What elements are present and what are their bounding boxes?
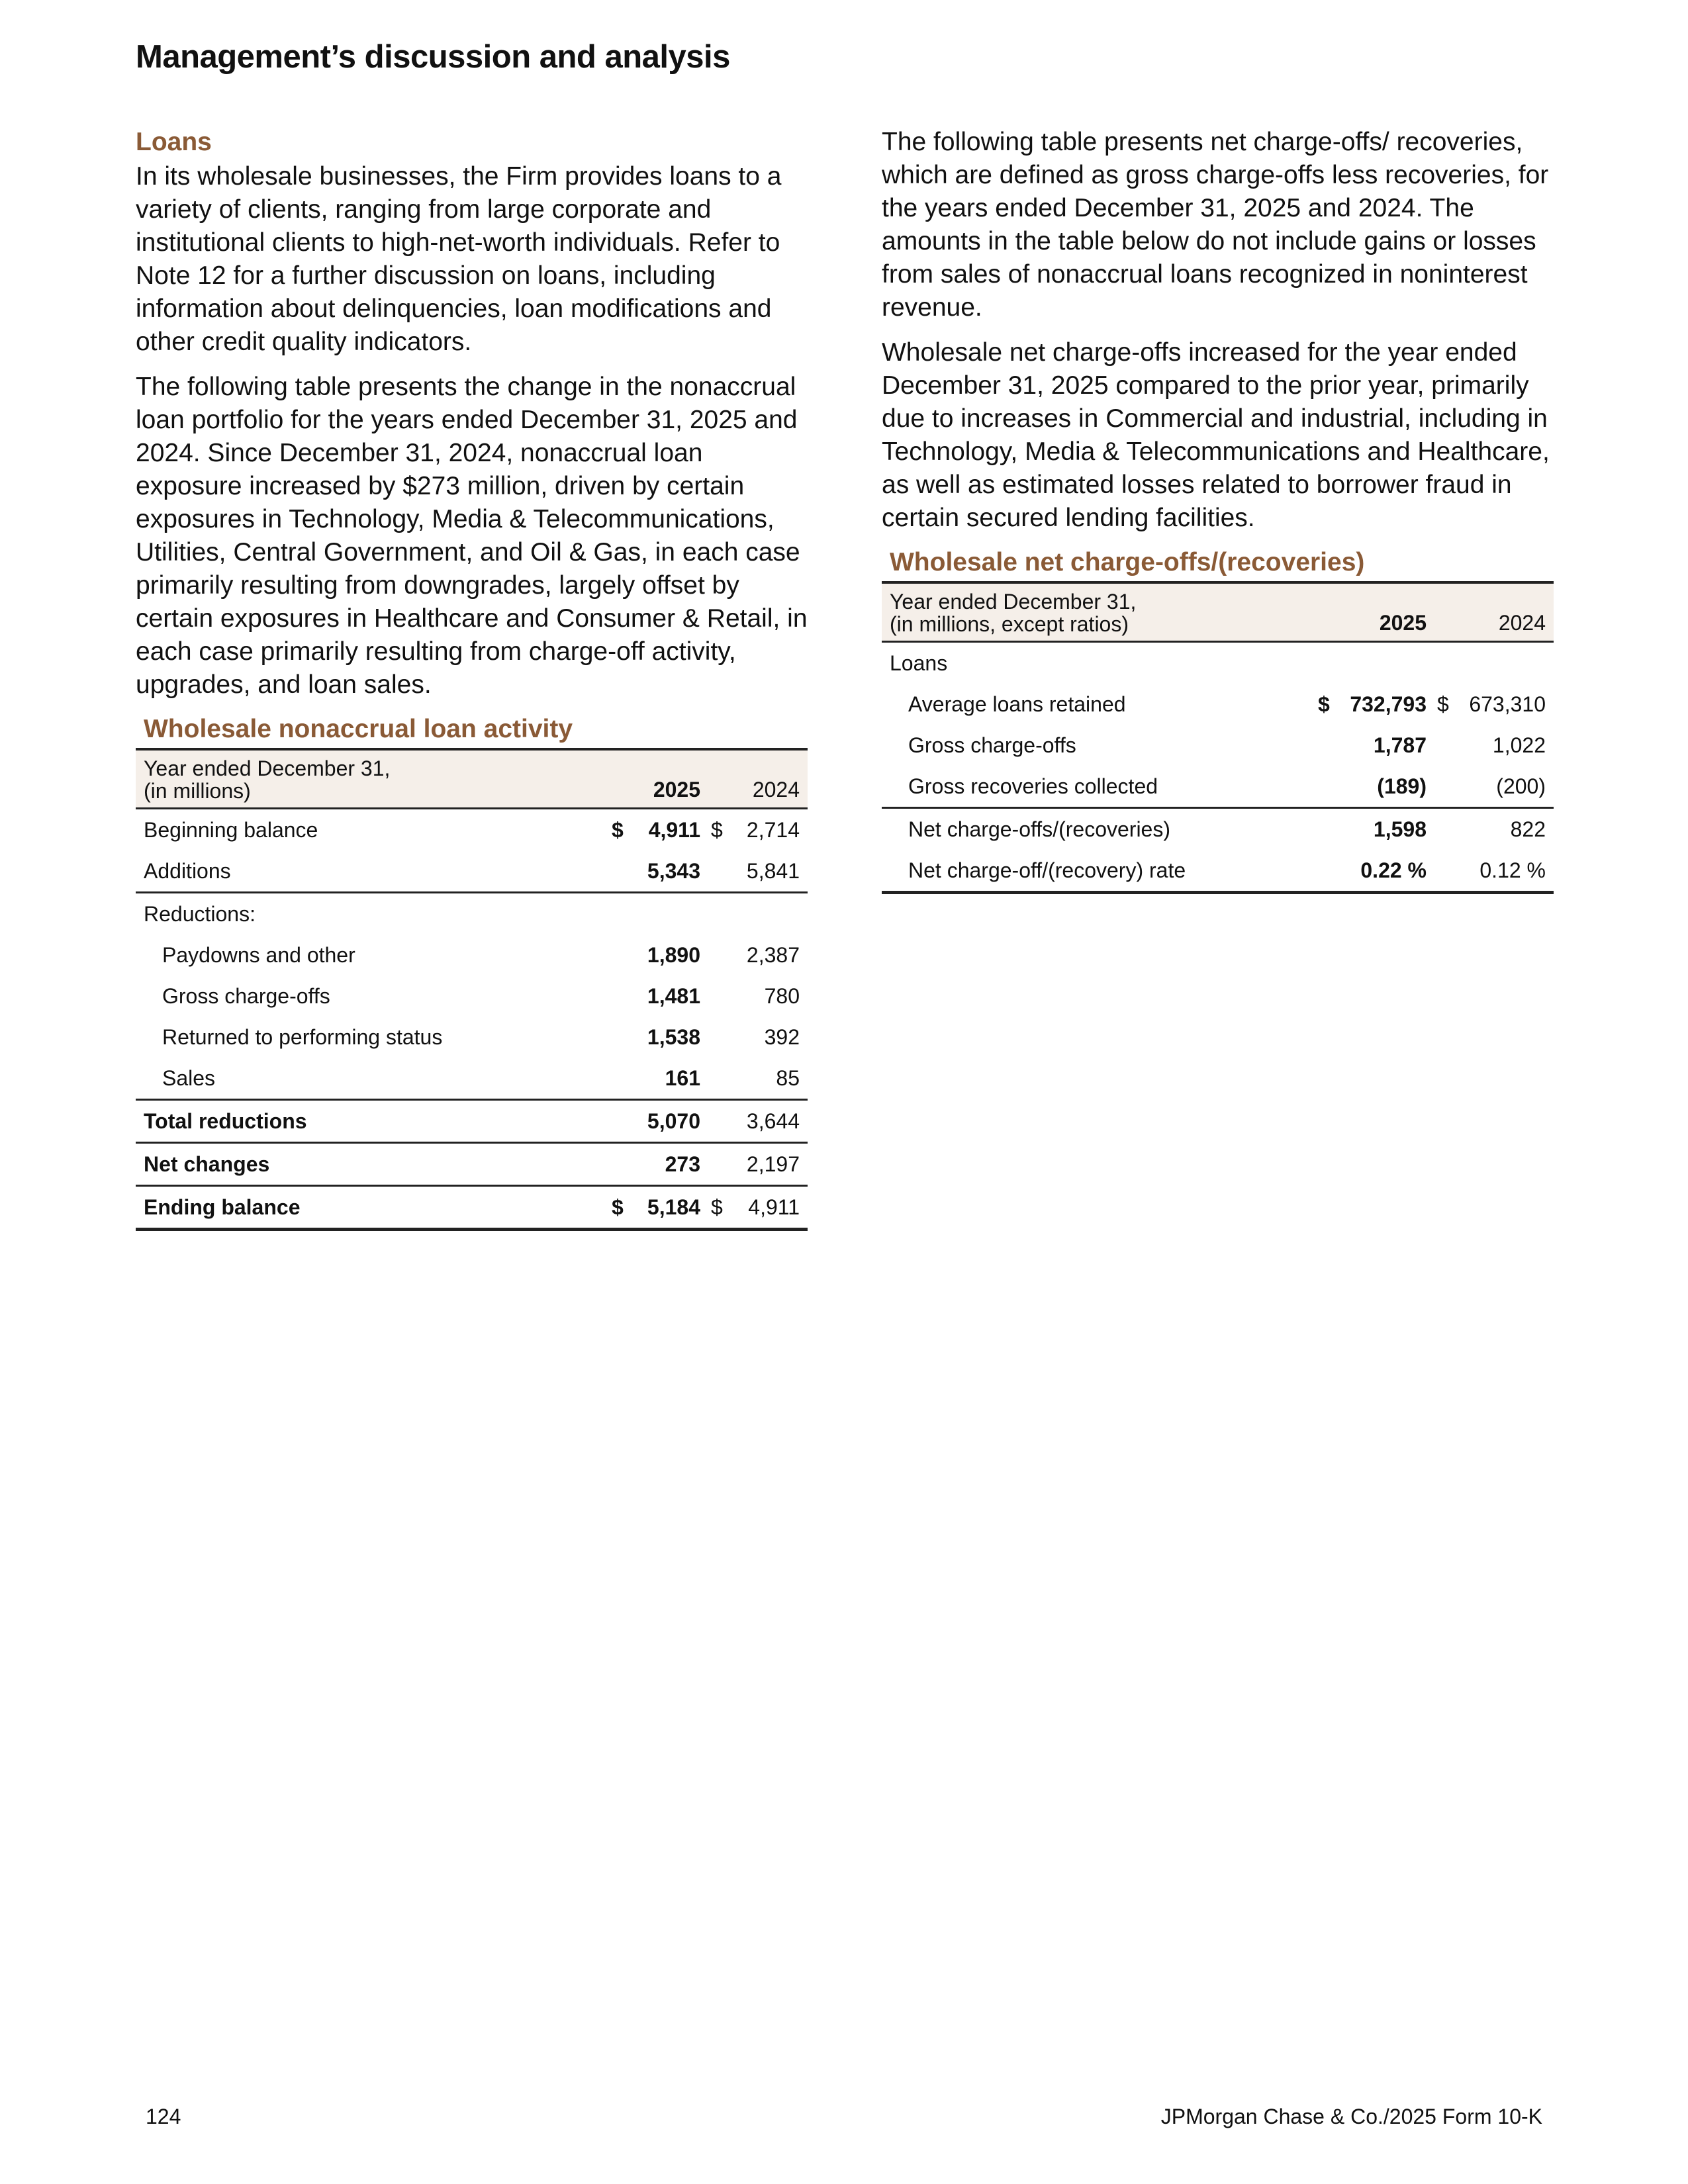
table-row — [136, 809, 808, 851]
table-row — [882, 725, 1554, 766]
currency-symbol: $ — [609, 1186, 629, 1230]
table-row — [882, 642, 1554, 684]
section-heading-loans: Loans — [136, 128, 212, 156]
row-label: Net charge-offs/(recoveries) — [908, 817, 1170, 841]
value-2025: 1,787 — [1373, 733, 1427, 757]
value-2024: (200) — [1454, 766, 1554, 808]
table-row — [136, 1100, 808, 1143]
table-row — [882, 684, 1554, 725]
table-row — [136, 893, 808, 935]
row-label: Returned to performing status — [162, 1024, 443, 1049]
value-2025: 0.22 % — [1335, 850, 1434, 893]
value-2024: 85 — [728, 1058, 808, 1100]
row-label: Total reductions — [136, 1100, 609, 1143]
value-2024: 392 — [764, 1024, 800, 1049]
row-label: Average loans retained — [908, 692, 1126, 716]
table-row — [136, 1143, 808, 1186]
chargeoffs-paragraph-2: Wholesale net charge-offs increased for the year ended December 31, 2025 compared to the prior year, primarily due to increases in Commercial and industrial, including in Technology, Media & Telecommunications and Healthcare, as well as estimated losses related to borrower fraud in certain secured lending facilities. — [882, 338, 1550, 532]
value-2025: 1,538 — [647, 1024, 700, 1049]
value-2025: 1,481 — [647, 983, 700, 1008]
value-2025: 5,184 — [629, 1186, 708, 1230]
right-column — [882, 126, 1554, 894]
table-row — [136, 850, 808, 893]
value-2024: 780 — [764, 983, 800, 1008]
header-line-1: Year ended December 31, — [144, 756, 391, 780]
currency-symbol — [609, 850, 629, 893]
value-2024: 2,197 — [728, 1143, 808, 1186]
left-column — [136, 126, 808, 1231]
value-2025: 732,793 — [1350, 692, 1427, 716]
currency-symbol — [1315, 808, 1335, 850]
currency-symbol — [1315, 850, 1335, 893]
header-line-2: (in millions) — [144, 779, 251, 803]
currency-symbol — [1434, 766, 1454, 808]
row-label: Sales — [136, 1058, 609, 1100]
value-2024 — [728, 893, 808, 935]
value-2024: 0.12 % — [1454, 850, 1554, 893]
table-row — [136, 1058, 808, 1100]
value-2024: 5,841 — [728, 850, 808, 893]
currency-symbol — [609, 1058, 629, 1100]
currency-symbol — [1434, 642, 1454, 684]
loans-paragraph-2: The following table presents the change in the nonaccrual loan portfolio for the years ended December 31, 2025 and 2024. Since December 31, 2024, nonaccrual loan exposure increased by $273 million, driven by certain exposures in Technology, Media & Telecommunications, Utilities, Central Government, and Oil & Gas, in each case primarily resulting from downgrades, largely offset by certain exposures in Healthcare and Consumer & Retail, in each case primarily resulting from charge-off activity, upgrades, and loan sales. — [136, 373, 808, 699]
currency-symbol — [609, 893, 629, 935]
document-footer: JPMorgan Chase & Co./2025 Form 10-K — [1160, 2105, 1542, 2128]
currency-symbol — [708, 976, 728, 1017]
table-header-row — [136, 749, 808, 809]
value-2024: 2,714 — [746, 817, 800, 842]
currency-symbol — [1434, 850, 1454, 893]
currency-symbol — [708, 850, 728, 893]
currency-symbol: $ — [708, 1186, 728, 1230]
table-header-label — [136, 749, 609, 809]
currency-symbol — [708, 934, 728, 976]
value-2025 — [1335, 642, 1434, 684]
row-label: Loans — [890, 651, 948, 675]
nonaccrual-table-title: Wholesale nonaccrual loan activity — [144, 715, 573, 743]
currency-symbol — [708, 1017, 728, 1058]
row-label: Net changes — [136, 1143, 609, 1186]
value-2024: 3,644 — [728, 1100, 808, 1143]
table-row — [136, 934, 808, 976]
table-row — [136, 1186, 808, 1230]
value-2025: (189) — [1335, 766, 1434, 808]
currency-symbol — [708, 1100, 728, 1143]
row-label: Net charge-off/(recovery) rate — [882, 850, 1315, 893]
currency-symbol — [609, 934, 629, 976]
row-label: Gross recoveries collected — [882, 766, 1315, 808]
value-2025: 5,343 — [629, 850, 708, 893]
table-row — [136, 1017, 808, 1058]
currency-symbol — [609, 1017, 629, 1058]
currency-symbol — [708, 1058, 728, 1100]
table-header-label — [882, 582, 1315, 642]
value-2025: 273 — [629, 1143, 708, 1186]
table-row — [136, 976, 808, 1017]
currency-symbol: $ — [1437, 692, 1449, 716]
row-label: Additions — [136, 850, 609, 893]
row-label: Reductions: — [144, 901, 256, 926]
currency-symbol — [609, 1143, 629, 1186]
net-chargeoffs-table — [882, 581, 1554, 894]
value-2024: 673,310 — [1469, 692, 1546, 716]
chargeoffs-table-title: Wholesale net charge-offs/(recoveries) — [890, 548, 1365, 576]
row-label: Paydowns and other — [162, 942, 355, 967]
header-line-2: (in millions, except ratios) — [890, 612, 1129, 636]
value-2024: 4,911 — [728, 1186, 808, 1230]
page-title: Management’s discussion and analysis — [136, 39, 730, 75]
currency-symbol — [609, 976, 629, 1017]
value-2025: 4,911 — [648, 817, 700, 842]
currency-symbol — [708, 1143, 728, 1186]
table-row — [882, 850, 1554, 893]
nonaccrual-loan-table — [136, 748, 808, 1231]
chargeoffs-paragraph-1: The following table presents net charge-offs/ recoveries, which are defined as gross charge-offs less recoveries, for the years ended December 31, 2025 and 2024. The amounts in the table below do not include gains or losses from sales of nonaccrual loans recognized in noninterest revenue. — [882, 128, 1549, 322]
currency-symbol — [1434, 808, 1454, 850]
currency-symbol: $ — [1318, 692, 1330, 716]
value-2024: 822 — [1510, 817, 1546, 841]
value-2025: 5,070 — [629, 1100, 708, 1143]
column-header-2025: 2025 — [1315, 582, 1434, 642]
value-2024: 1,022 — [1492, 733, 1546, 757]
currency-symbol — [609, 1100, 629, 1143]
currency-symbol — [1315, 766, 1335, 808]
table-row — [882, 766, 1554, 808]
value-2025: 161 — [629, 1058, 708, 1100]
currency-symbol: $ — [711, 817, 723, 842]
value-2025: 1,890 — [647, 942, 700, 967]
currency-symbol — [708, 893, 728, 935]
column-header-2024: 2024 — [708, 749, 808, 809]
row-label: Gross charge-offs — [162, 983, 330, 1008]
column-header-2024: 2024 — [1434, 582, 1554, 642]
row-label: Beginning balance — [144, 817, 318, 842]
column-header-2025: 2025 — [609, 749, 708, 809]
loans-paragraph-1: In its wholesale businesses, the Firm provides loans to a variety of clients, ranging from large corporate and institutional clients to high-net-worth individuals. Refer to Note 12 for a further discussion on loans, including information about delinquencies, loan modifications and other credit quality indicators. — [136, 162, 782, 356]
value-2024: 2,387 — [746, 942, 800, 967]
value-2025: 1,598 — [1373, 817, 1427, 841]
table-row — [882, 808, 1554, 850]
value-2025 — [629, 893, 708, 935]
currency-symbol — [1434, 725, 1454, 766]
currency-symbol — [1315, 642, 1335, 684]
currency-symbol: $ — [612, 817, 624, 842]
page-number: 124 — [146, 2105, 181, 2128]
value-2024 — [1454, 642, 1554, 684]
header-line-1: Year ended December 31, — [890, 590, 1137, 614]
table-header-row — [882, 582, 1554, 642]
currency-symbol — [1315, 725, 1335, 766]
row-label: Ending balance — [136, 1186, 609, 1230]
row-label: Gross charge-offs — [908, 733, 1076, 757]
